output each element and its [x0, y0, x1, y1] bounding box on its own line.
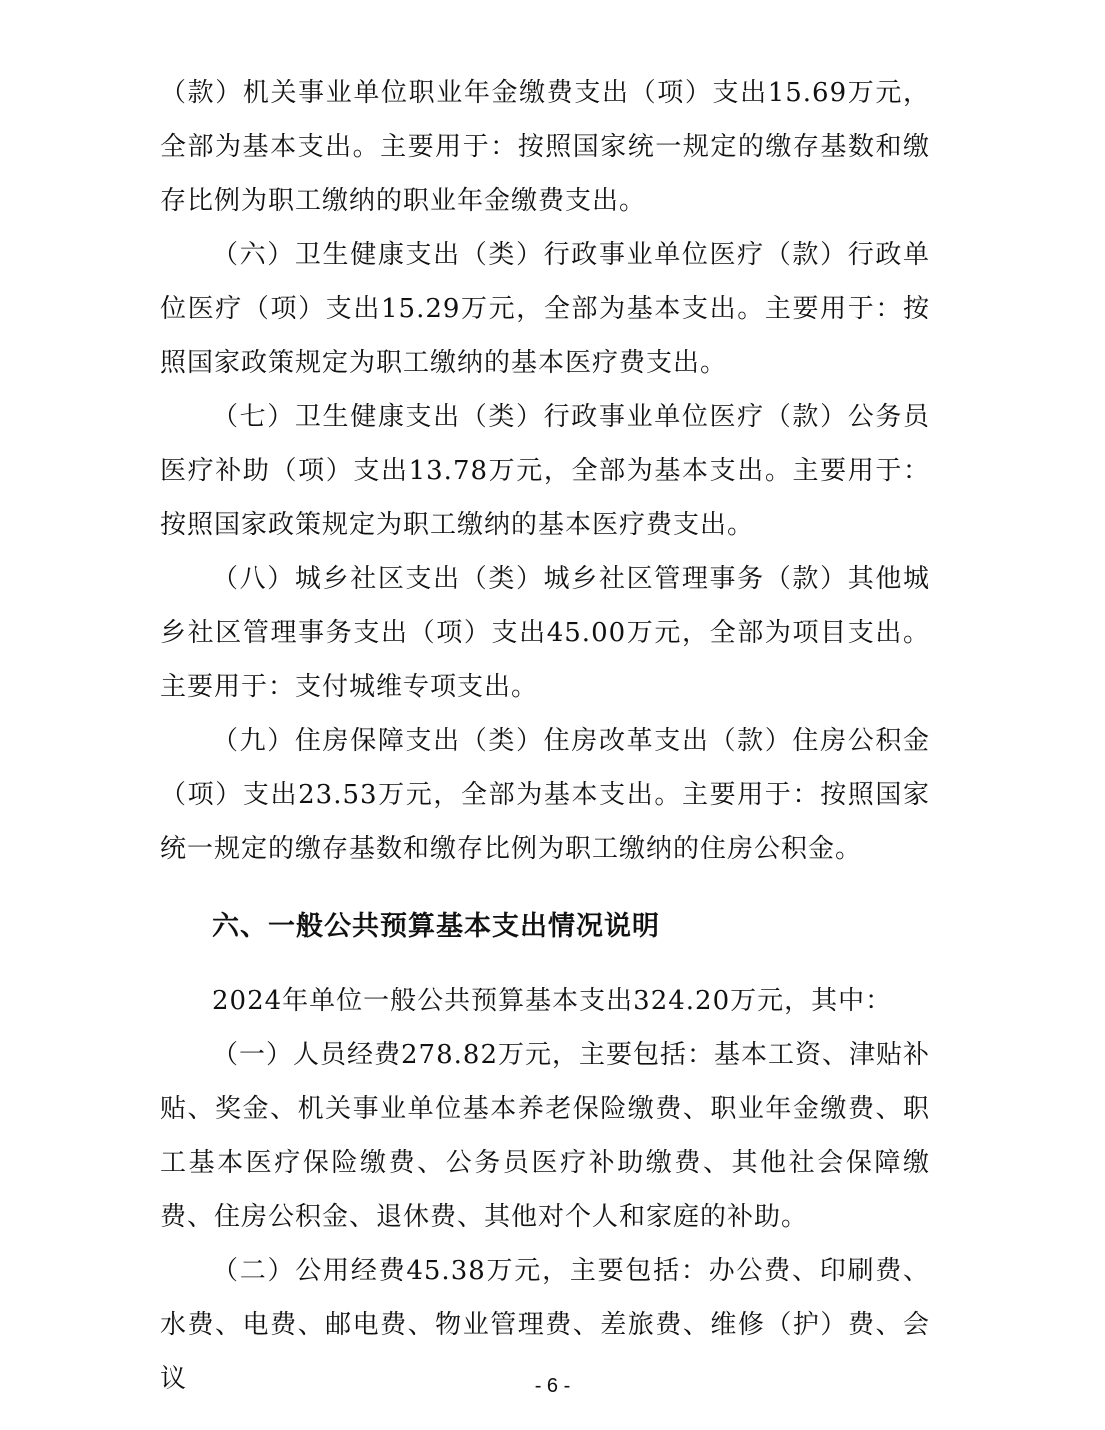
paragraph-occupational-annuity: （款）机关事业单位职业年金缴费支出（项）支出15.69万元，全部为基本支出。主要用于：按照国家统一规定的缴存基数和缴存比例为职工缴纳的职业年金缴费支出。 [160, 78, 930, 216]
section-heading: 六、一般公共预算基本支出情况说明 [212, 911, 660, 942]
paragraph-item-8-urban-rural: （八）城乡社区支出（类）城乡社区管理事务（款）其他城乡社区管理事务支出（项）支出45.00万元，全部为项目支出。主要用于：支付城维专项支出。 [160, 564, 930, 702]
paragraph-item-9-housing: （九）住房保障支出（类）住房改革支出（款）住房公积金（项）支出23.53万元，全部为基本支出。主要用于：按照国家统一规定的缴存基数和缴存比例为职工缴纳的住房公积金。 [160, 726, 930, 864]
page-number: - 6 - [534, 1375, 571, 1397]
paragraph-basic-expenditure-total: 2024年单位一般公共预算基本支出324.20万元，其中： [212, 986, 893, 1016]
paragraph-item-7-civil-servant-medical: （七）卫生健康支出（类）行政事业单位医疗（款）公务员医疗补助（项）支出13.78万元，全部为基本支出。主要用于：按照国家政策规定为职工缴纳的基本医疗费支出。 [160, 402, 930, 540]
paragraph-personnel-expenses: （一）人员经费278.82万元，主要包括：基本工资、津贴补贴、奖金、机关事业单位基本养老保险缴费、职业年金缴费、职工基本医疗保险缴费、公务员医疗补助缴费、其他社会保障缴费、住房公积金、退休费、其他对个人和家庭的补助。 [160, 1040, 930, 1232]
paragraph-item-6-medical: （六）卫生健康支出（类）行政事业单位医疗（款）行政单位医疗（项）支出15.29万元，全部为基本支出。主要用于：按照国家政策规定为职工缴纳的基本医疗费支出。 [160, 240, 930, 378]
paragraph-public-expenses: （二）公用经费45.38万元，主要包括：办公费、印刷费、水费、电费、邮电费、物业管理费、差旅费、维修（护）费、会议 [160, 1256, 930, 1394]
